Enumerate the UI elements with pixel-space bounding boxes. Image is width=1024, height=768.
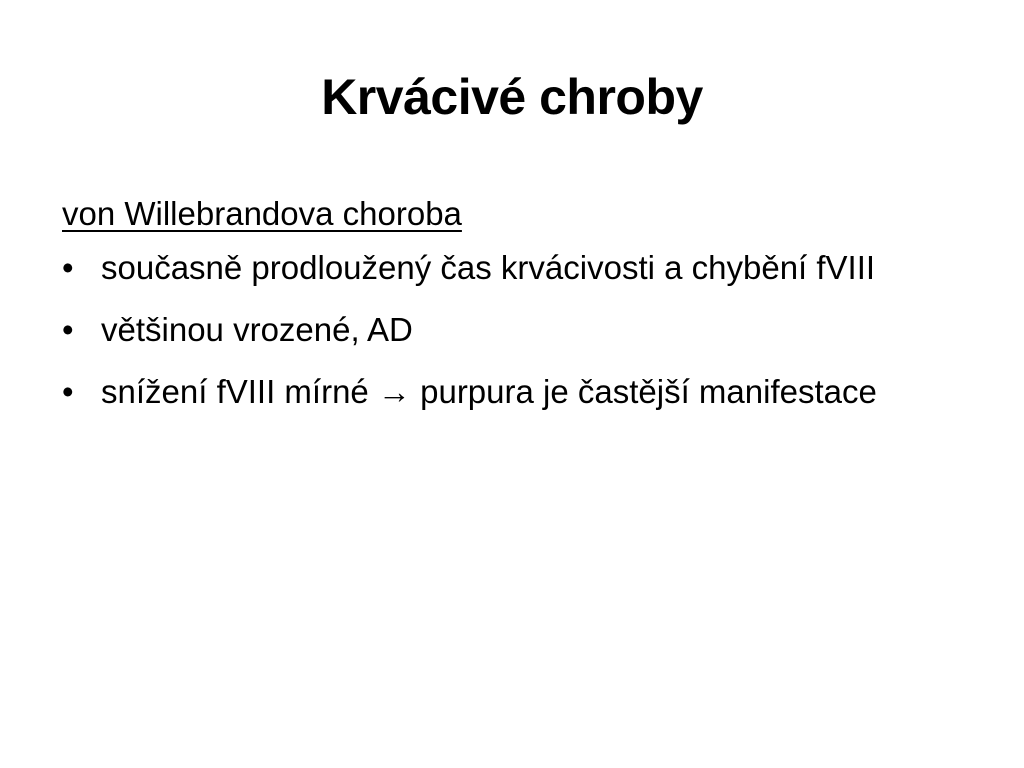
bullet-text: většinou vrozené, AD <box>101 311 413 348</box>
bullet-item <box>62 368 942 416</box>
slide-title: Krvácivé chroby <box>321 69 703 125</box>
bullet-text: současně prodloužený čas krvácivosti a chybění fVIII <box>101 249 876 286</box>
slide-content <box>62 190 942 430</box>
bullet-icon: • <box>62 373 74 410</box>
bullet-item <box>62 306 942 354</box>
bullet-list <box>62 244 942 416</box>
bullet-item <box>62 244 942 292</box>
bullet-icon: • <box>62 311 74 348</box>
bullet-icon: • <box>62 249 74 286</box>
section-subheading: von Willebrandova choroba <box>62 195 462 232</box>
bullet-text: snížení fVIII mírné → purpura je častější manifestace <box>101 373 877 410</box>
